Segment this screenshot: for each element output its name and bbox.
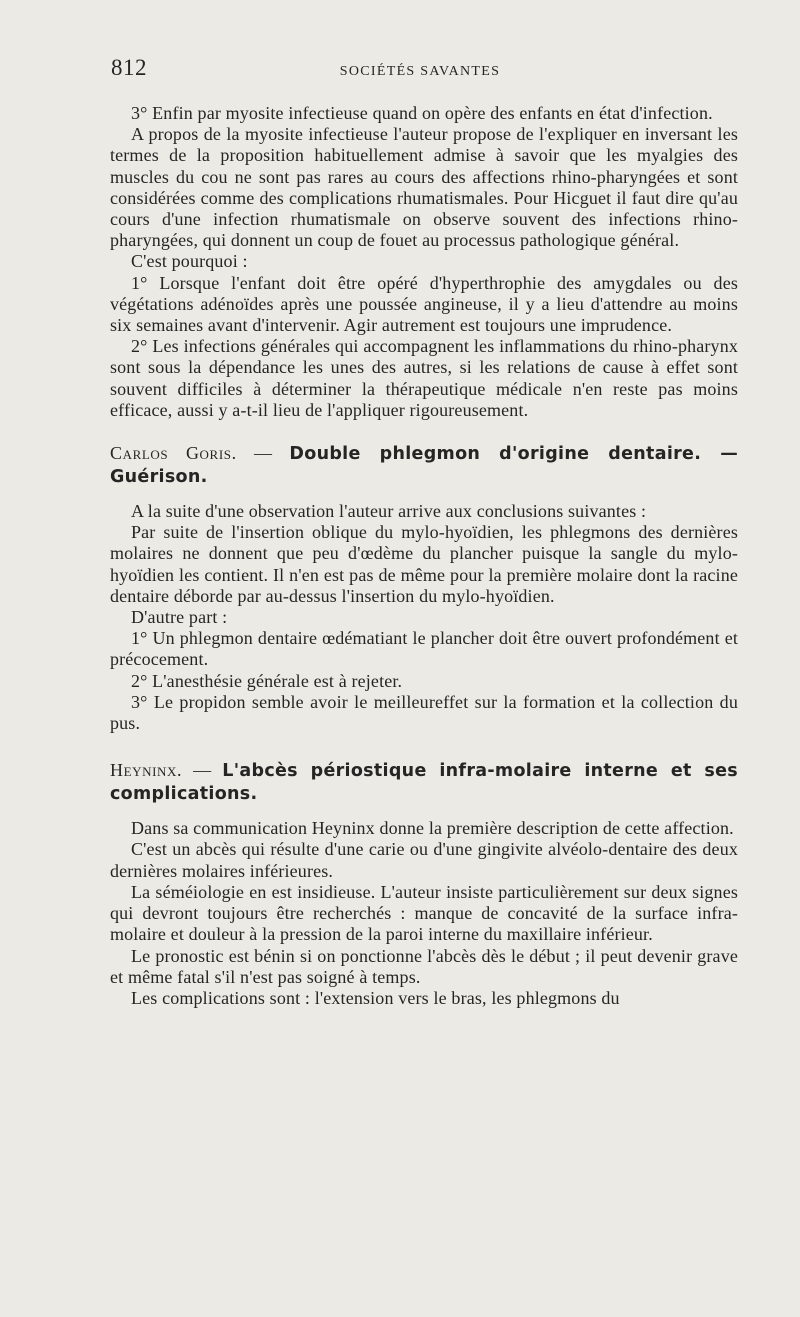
paragraph: D'autre part : — [131, 607, 228, 628]
paragraph: A la suite d'une observation l'auteur arrive aux conclusions suivantes : — [131, 501, 647, 522]
paragraph: C'est pourquoi : — [131, 251, 248, 272]
paragraph: 1° Lorsque l'enfant doit être opéré d'hyperthrophie des amygdales ou des végétations adénoïdes après une poussée angineuse, il y a lieu d'attendre au moins six semaines avant d'intervenir. Agir autrement est toujours une imprudence. — [110, 272, 738, 336]
section-title: Double phlegmon d'origine dentaire. — Guérison. — [110, 444, 739, 487]
section-title: L'abcès périostique infra-molaire interne et ses complications. — [110, 761, 739, 804]
paragraph: Dans sa communication Heyninx donne la première description de cette affection. — [131, 818, 734, 839]
paragraph: 3° Enfin par myosite infectieuse quand on opère des enfants en état d'infection. — [131, 103, 713, 123]
paragraph: A propos de la myosite infectieuse l'auteur propose de l'expliquer en inversant les termes de la proposition habituellement admise à savoir que les myalgies des muscles du cou ne sont pas rares au cours des affections rhino-pharyngées et sont considérées comme des complications rhumatismales. Pour Hicguet il faut dire qu'au cours d'une infection rhumatismale on observe souvent des infections rhino-pharyngées, qui donnent un coup de fouet au processus pathologique général. — [110, 124, 738, 251]
paragraph: 1° Un phlegmon dentaire œdématiant le plancher doit être ouvert profondément et précocement. — [110, 628, 738, 670]
paragraph: C'est un abcès qui résulte d'une carie ou d'une gingivite alvéolo-dentaire des deux dernières molaires inférieures. — [110, 839, 738, 881]
paragraph: La séméiologie en est insidieuse. L'auteur insiste particulièrement sur deux signes qui devront toujours être recherchés : manque de concavité de la surface infra-molaire et douleur à la pression de la paroi interne du maxillaire inférieur. — [110, 881, 738, 945]
running-head: SOCIÉTÉS SAVANTES — [339, 64, 501, 79]
heading-dash: — — [182, 760, 223, 781]
section-author: Heyninx. — [110, 760, 183, 781]
page-body — [110, 103, 738, 1009]
heading-dash: — — [236, 443, 290, 464]
paragraph: 3° Le propidon semble avoir le meilleureffet sur la formation et la collection du pus. — [110, 691, 738, 734]
section-author: Carlos Goris. — [110, 443, 237, 464]
page-number: 812 — [111, 55, 147, 80]
paragraph: Par suite de l'insertion oblique du mylo-hyoïdien, les phlegmons des dernières molaires ne donnent que peu d'œdème du plancher puisque la sangle du mylo-hyoïdien les contient. Il n'en est pas de même pour la première molaire dont la racine dentaire déborde par au-dessus l'insertion du mylo-hyoïdien. — [110, 522, 738, 606]
paragraph: Le pronostic est bénin si on ponctionne l'abcès dès le début ; il peut devenir grave et même fatal s'il n'est pas soigné à temps. — [110, 945, 738, 987]
section-heading — [110, 443, 738, 488]
section-heading — [110, 760, 738, 805]
paragraph: Les complications sont : l'extension vers le bras, les phlegmons du — [131, 987, 620, 1008]
paragraph: 2° L'anesthésie générale est à rejeter. — [131, 670, 403, 691]
paragraph: 2° Les infections générales qui accompagnent les inflammations du rhino-pharynx sont sous la dépendance les unes des autres, si les relations de cause à effet sont souvent difficiles à déterminer la thérapeutique médicale n'en reste pas moins efficace, aussi y a-t-il lieu de l'appliquer rigoureusement. — [110, 336, 738, 420]
